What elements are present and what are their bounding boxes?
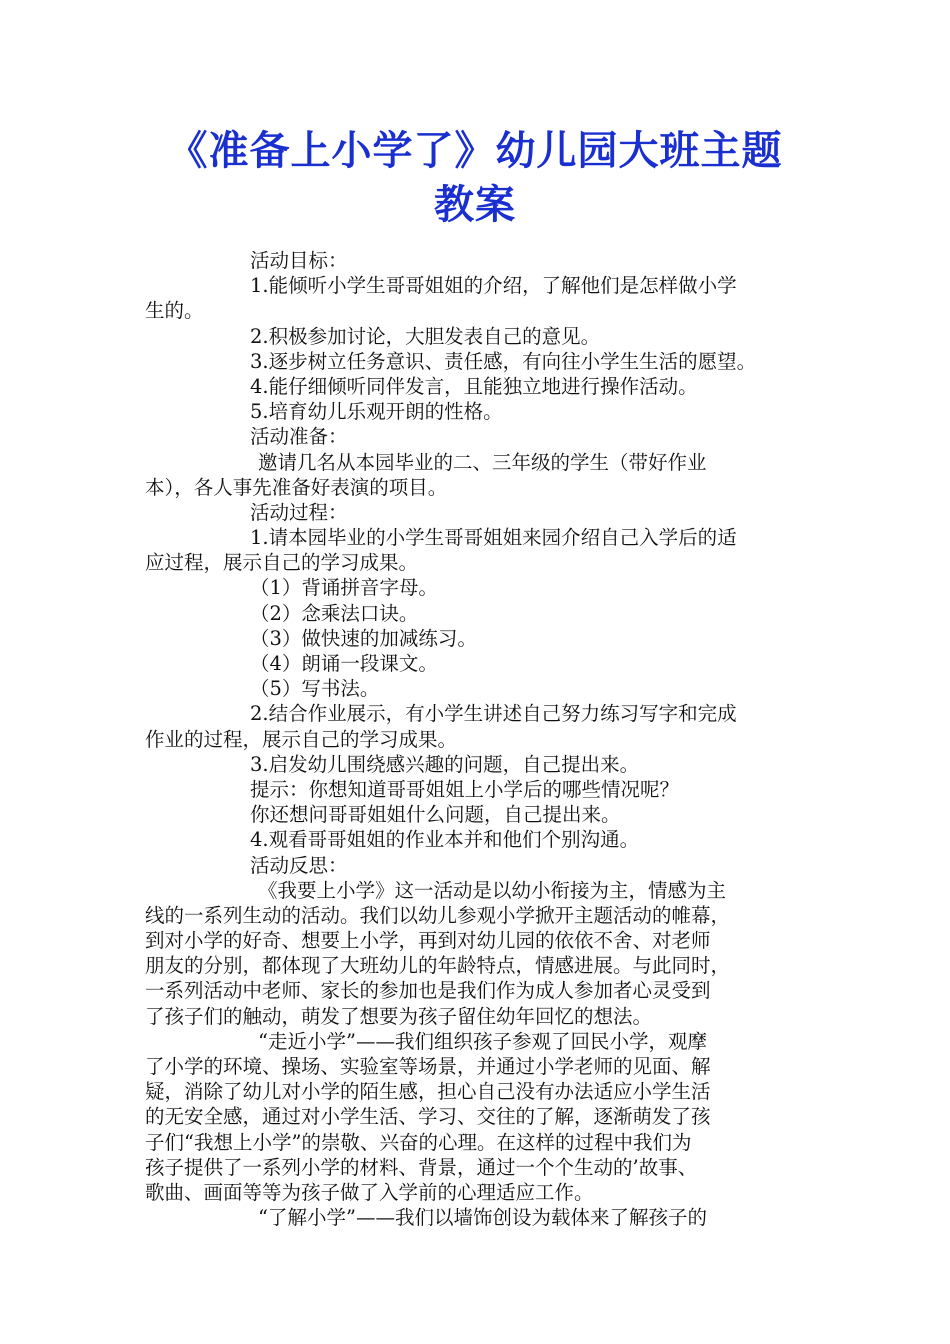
text-line: 线的一系列生动的活动。我们以幼儿参观小学掀开主题活动的帷幕，: [145, 903, 731, 927]
text-line: 活动目标：: [250, 249, 348, 272]
text-line: 活动准备：: [250, 425, 348, 449]
document-title: [120, 124, 830, 232]
text-line: 了孩子们的触动，萌发了想要为孩子留住幼年回忆的想法。: [145, 1004, 653, 1028]
text-line: 作业的过程，展示自己的学习成果。: [145, 727, 458, 751]
text-line: 提示：你想知道哥哥姐姐上小学后的哪些情况呢？: [250, 777, 680, 801]
document-body: [145, 248, 825, 1230]
text-line: 活动过程：: [250, 500, 348, 524]
text-line: 一系列活动中老师、家长的参加也是我们作为成人参加者心灵受到: [145, 979, 711, 1003]
text-line: 朋友的分别，都体现了大班幼儿的年龄特点，情感进展。与此同时，: [145, 954, 731, 978]
text-line: 孩子提供了一系列小学的材料、背景，通过一个个生动的’故事、: [145, 1155, 698, 1179]
text-line: 生的。: [145, 299, 204, 323]
text-line: （1）背诵拼音字母。: [250, 576, 438, 600]
text-line: 5.培育幼儿乐观开朗的性格。: [250, 400, 503, 424]
text-line: 2.结合作业展示，有小学生讲述自己努力练习写字和完成: [250, 702, 737, 726]
text-line: （3）做快速的加减练习。: [250, 626, 477, 650]
text-line: （2）念乘法口诀。: [250, 601, 419, 625]
text-line: 歌曲、画面等等为孩子做了入学前的心理适应工作。: [145, 1180, 594, 1204]
text-line: 活动反思：: [250, 853, 348, 877]
text-line: 1.请本园毕业的小学生哥哥姐姐来园介绍自己入学后的适: [250, 526, 737, 550]
title-line-2: 教案: [434, 181, 516, 228]
text-line: 你还想问哥哥姐姐什么问题，自己提出来。: [250, 803, 621, 827]
text-line: （5）写书法。: [250, 677, 380, 701]
text-line: 4.观看哥哥姐姐的作业本并和他们个别沟通。: [250, 828, 640, 852]
text-line: 3.启发幼儿围绕感兴趣的问题，自己提出来。: [250, 752, 640, 776]
text-line: 4.能仔细倾听同伴发言，且能独立地进行操作活动。: [250, 374, 698, 398]
text-line: 本），各人事先准备好表演的项目。: [145, 475, 448, 499]
text-line: 应过程，展示自己的学习成果。: [145, 551, 419, 575]
text-line: 3.逐步树立任务意识、责任感，有向往小学生生活的愿望。: [250, 349, 757, 373]
text-line: 疑，消除了幼儿对小学的陌生感，担心自己没有办法适应小学生活: [145, 1080, 711, 1104]
text-line: 邀请几名从本园毕业的二、三年级的学生（带好作业: [258, 450, 707, 474]
title-line-1: 《准备上小学了》幼儿园大班主题: [167, 127, 783, 174]
text-line: 1.能倾听小学生哥哥姐姐的介绍，了解他们是怎样做小学: [250, 274, 737, 298]
text-line: “了解小学”——我们以墙饰创设为载体来了解孩子的: [258, 1206, 707, 1230]
text-line: 《我要上小学》这一活动是以幼小衔接为主，情感为主: [258, 878, 727, 902]
text-line: 了小学的环境、操场、实验室等场景，并通过小学老师的见面、解: [145, 1055, 711, 1078]
text-line: 到对小学的好奇、想要上小学，再到对幼儿园的依依不舍、对老师: [145, 929, 711, 953]
text-line: “走近小学”——我们组织孩子参观了回民小学，观摩: [258, 1029, 707, 1053]
text-line: 2.积极参加讨论，大胆发表自己的意见。: [250, 324, 601, 348]
text-line: 的无安全感，通过对小学生活、学习、交往的了解，逐渐萌发了孩: [145, 1105, 711, 1129]
text-line: 子们“我想上小学”的崇敬、兴奋的心理。在这样的过程中我们为: [145, 1130, 692, 1154]
text-line: （4）朗诵一段课文。: [250, 652, 438, 675]
